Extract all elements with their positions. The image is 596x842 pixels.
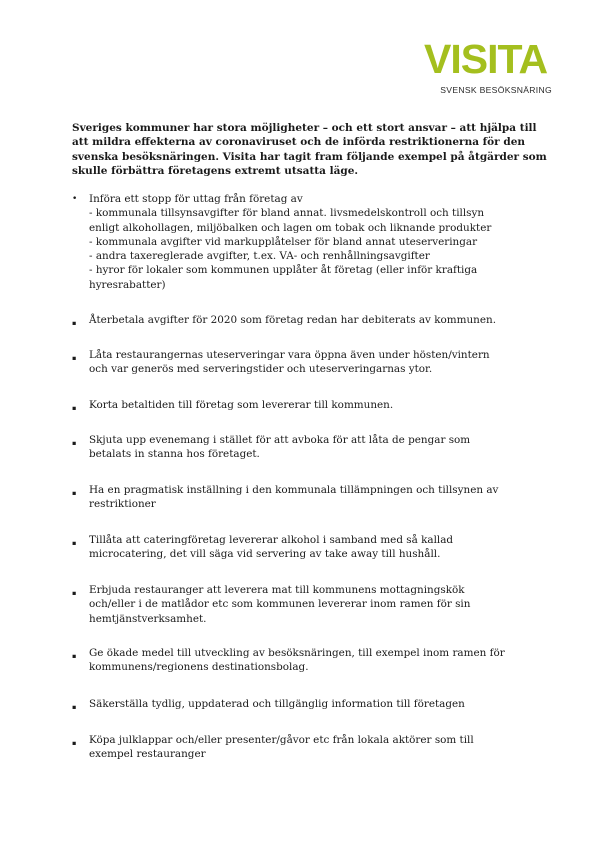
bullet-square: ▪ xyxy=(72,439,77,447)
bullet-square: ▪ xyxy=(72,404,77,412)
visita-wordmark-text: VISITA xyxy=(424,40,548,82)
item-line: Ha en pragmatisk inställning i den kommunala tillämpningen och tillsynen av xyxy=(89,484,499,496)
item-line: exempel restauranger xyxy=(89,748,206,761)
bullet-square: ▪ xyxy=(72,739,77,747)
bullet-square: ▪ xyxy=(72,354,77,362)
bullet-square: ▪ xyxy=(72,652,77,660)
intro-paragraph xyxy=(72,121,547,178)
item-line: betalats in stanna hos företaget. xyxy=(89,448,260,461)
intro-line: Sveriges kommuner har stora möjligheter – och ett stort ansvar – att hjälpa till xyxy=(72,122,537,134)
item-line: - kommunala tillsynsavgifter för bland annat. livsmedelskontroll och tillsyn xyxy=(89,207,485,220)
bullet-round: • xyxy=(72,194,78,204)
visita-wordmark xyxy=(424,40,552,84)
bullet-square: ▪ xyxy=(72,319,77,327)
item-line: microcatering, det vill säga vid servering av take away till hushåll. xyxy=(89,548,441,561)
item-line: hemtjänstverksamhet. xyxy=(89,612,207,625)
bullet-square: ▪ xyxy=(72,489,77,497)
item-line: Ge ökade medel till utveckling av besöksnäringen, till exempel inom ramen för xyxy=(89,647,505,659)
bullet-square: ▪ xyxy=(72,539,77,547)
item-line: och var generös med serveringstider och uteserveringarnas ytor. xyxy=(89,363,433,376)
intro-line: att mildra effekterna av coronaviruset och de införda restriktionerna för den xyxy=(72,136,526,149)
item-line: restriktioner xyxy=(89,498,156,511)
item-line: - hyror för lokaler som kommunen upplåter åt företag (eller inför kraftiga xyxy=(89,264,478,277)
item-line: Köpa julklappar och/eller presenter/gåvor etc från lokala aktörer som till xyxy=(89,734,474,746)
item-line: Återbetala avgifter för 2020 som företag redan har debiterats av kommunen. xyxy=(89,314,497,326)
item-line: - andra taxereglerade avgifter, t.ex. VA- och renhållningsavgifter xyxy=(89,250,430,263)
item-line: Säkerställa tydlig, uppdaterad och tillgänglig information till företagen xyxy=(89,698,465,710)
item-line: Skjuta upp evenemang i stället för att avboka för att låta de pengar som xyxy=(89,434,471,446)
item-line: kommunens/regionens destinationsbolag. xyxy=(89,661,309,674)
item-line: Låta restaurangernas uteserveringar vara öppna även under hösten/vintern xyxy=(89,349,490,361)
item-line: och/eller i de matlådor etc som kommunen levererar inom ramen för sin xyxy=(89,598,471,611)
bullet-square: ▪ xyxy=(72,589,77,597)
logo-subtitle: SVENSK BESÖKSNÄRING xyxy=(440,85,552,95)
item-line: - kommunala avgifter vid markupplåtelser för bland annat uteserveringar xyxy=(89,235,478,248)
item-line: Införa ett stopp för uttag från företag av xyxy=(89,193,303,205)
intro-line: skulle förbättra företagens extremt utsatta läge. xyxy=(72,164,359,177)
intro-line: svenska besöksnäringen. Visita har tagit fram följande exempel på åtgärder som xyxy=(72,150,547,163)
item-line: Erbjuda restauranger att leverera mat till kommunens mottagningskök xyxy=(89,584,465,596)
item-line: enligt alkohollagen, miljöbalken och lagen om tobak och liknande produkter xyxy=(89,221,492,234)
visita-logo xyxy=(424,40,552,96)
item-line: Korta betaltiden till företag som levererar till kommunen. xyxy=(89,399,394,411)
item-line: Tillåta att cateringföretag levererar alkohol i samband med så kallad xyxy=(89,534,454,546)
item-line: hyresrabatter) xyxy=(89,278,166,291)
bullet-square: ▪ xyxy=(72,703,77,711)
